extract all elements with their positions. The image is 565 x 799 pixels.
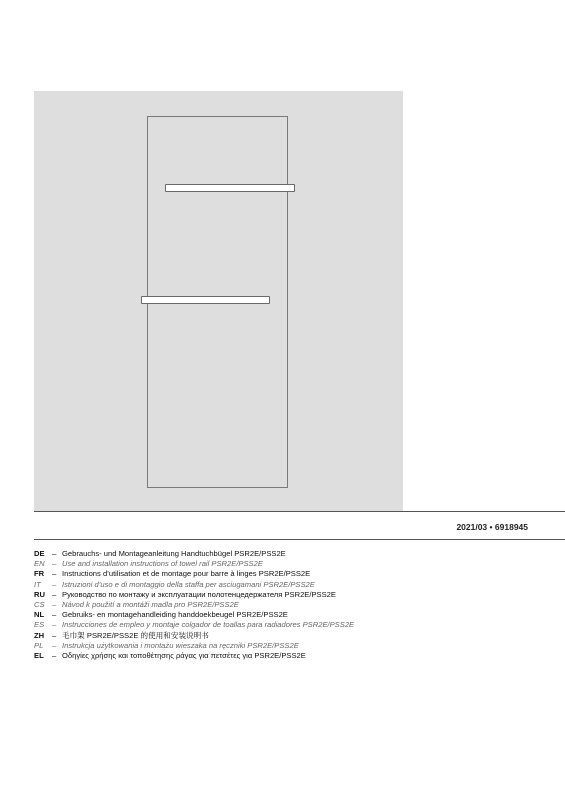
language-code: EN — [34, 559, 45, 569]
language-dash: – — [52, 650, 57, 660]
language-code: DE — [34, 549, 45, 558]
language-entry-en — [34, 559, 354, 569]
language-title: Οδηγίες χρήσης και τοποθέτησης ράγας για πετσέτες για PSR2E/PSS2E — [62, 650, 306, 660]
language-dash: – — [52, 569, 57, 579]
language-entry-ru — [34, 590, 354, 600]
language-title: Istruzioni d’uso e di montaggio della staffa per asciugamani PSR2E/PSS2E — [62, 579, 315, 589]
language-title: Use and installation instructions of towel rail PSR2E/PSS2E — [62, 559, 263, 569]
language-code: FR — [34, 569, 45, 579]
language-title: Návod k použití a montáži madla pro PSR2E/PSS2E — [62, 599, 239, 609]
language-entry-el — [34, 651, 354, 661]
language-entry-zh — [34, 631, 354, 641]
language-title: Gebruiks- en montagehandleiding handdoekbeugel PSR2E/PSS2E — [62, 610, 288, 620]
language-title: Gebrauchs- und Montageanleitung Handtuchbügel PSR2E/PSS2E — [62, 549, 286, 558]
language-code: IT — [34, 579, 41, 589]
date-code: 2021/03 — [456, 522, 488, 532]
language-title: Руководство по монтажу и эксплуатации полотенцедержателя PSR2E/PSS2E — [62, 589, 336, 599]
towel-rail-upper — [165, 184, 295, 192]
lower-rule — [34, 539, 565, 540]
language-code: ES — [34, 620, 45, 630]
language-dash: – — [52, 640, 57, 650]
middle-rule — [34, 511, 565, 512]
language-title: Instrucciones de empleo y montaje colgador de toallas para radiadores PSR2E/PSS2E — [62, 620, 355, 630]
language-entry-nl — [34, 610, 354, 620]
language-entry-es — [34, 620, 354, 630]
language-entry-pl — [34, 641, 354, 651]
illustration-margin — [403, 91, 565, 511]
language-code: RU — [34, 589, 45, 599]
document-meta — [456, 522, 528, 532]
language-dash: – — [52, 549, 57, 558]
language-entry-de — [34, 549, 354, 559]
language-code: PL — [34, 640, 44, 650]
meta-separator: • — [489, 522, 493, 532]
towel-rail-lower — [141, 296, 270, 304]
language-dash: – — [52, 630, 57, 640]
language-dash: – — [52, 579, 57, 589]
language-entry-it — [34, 580, 354, 590]
language-dash: – — [52, 599, 57, 609]
language-entry-cs — [34, 600, 354, 610]
language-code: CS — [34, 599, 45, 609]
language-title: Instructions d’utilisation et de montage pour barre à linges PSR2E/PSS2E — [62, 569, 311, 579]
language-list — [34, 549, 354, 661]
language-dash: – — [52, 620, 57, 630]
language-code: NL — [34, 610, 45, 620]
language-entry-fr — [34, 569, 354, 579]
language-dash: – — [52, 589, 57, 599]
language-code: ZH — [34, 630, 45, 640]
language-dash: – — [52, 610, 57, 620]
language-title: Instrukcja użytkowania i montażu wieszaka na ręczniki PSR2E/PSS2E — [62, 640, 299, 650]
language-dash: – — [52, 559, 57, 569]
article-number: 6918945 — [494, 522, 528, 532]
language-title: 毛巾架 PSR2E/PSS2E 的使用和安装说明书 — [62, 630, 209, 640]
language-code: EL — [34, 650, 44, 660]
